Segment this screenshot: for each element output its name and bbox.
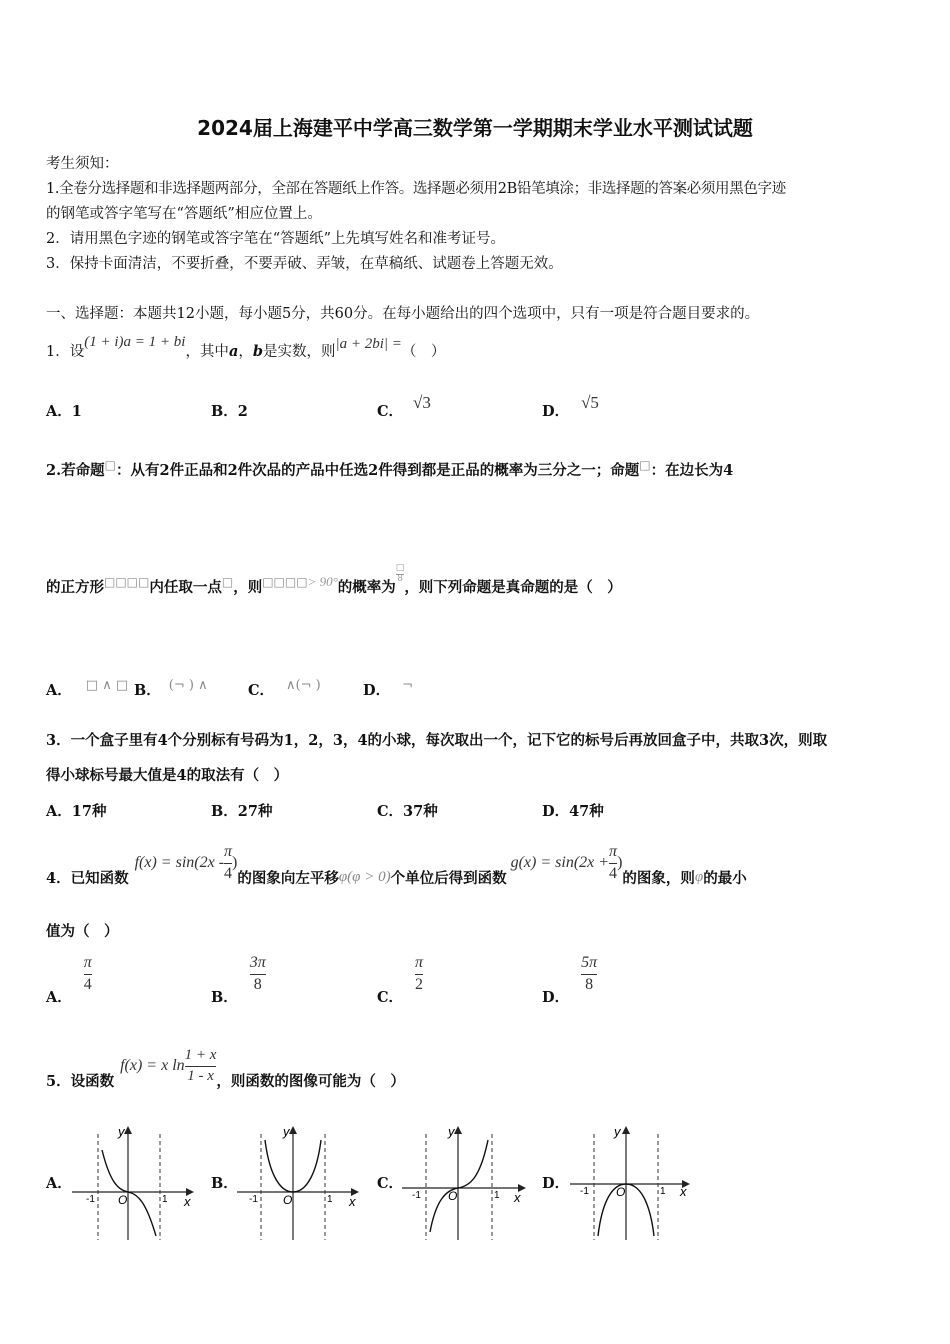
q5-graph-d xyxy=(570,1122,695,1244)
q5-option-c: C． xyxy=(377,1175,404,1192)
q3-option-d: D．47种 xyxy=(542,803,604,820)
q2-option-d: D． ¬ xyxy=(363,678,413,699)
graph-d-x-label: x xyxy=(680,1184,687,1199)
graph-c-y-label: y xyxy=(448,1124,455,1139)
notice-item-1: 1.全卷分选择题和非选择题两部分，全部在答题纸上作答。选择题必须用2B铅笔填涂；非选择题的答案必须用黑色字迹 xyxy=(46,181,786,197)
q1-option-a: A．1 xyxy=(46,403,82,420)
graph-b-neg-one: -1 xyxy=(249,1194,258,1205)
notice-item-3: 3．保持卡面清洁，不要折叠，不要弄破、弄皱，在草稿纸、试题卷上答题无效。 xyxy=(46,256,563,272)
notice-item-1-cont: 的钢笔或答字笔写在“答题纸”相应位置上。 xyxy=(46,206,322,222)
q1-paren: （ ） xyxy=(401,344,446,360)
graph-d-pos-one: 1 xyxy=(660,1186,666,1197)
notice-item-2: 2．请用黑色字迹的钢笔或答字笔在“答题纸”上先填写姓名和准考证号。 xyxy=(46,231,506,247)
question-5: 5．设函数f(x) = x ln $\frac{1 + x}{1 - x}$ ，则函数的图像可能为（ ） xyxy=(46,1047,405,1091)
q2-option-a: A． □ ∧ □ xyxy=(46,678,129,699)
graph-b-pos-one: 1 xyxy=(327,1194,333,1205)
graph-b-x-label: x xyxy=(349,1194,356,1209)
q2-option-b: B． (¬ ) ∧ xyxy=(134,678,208,699)
q2-option-c: C． ∧(¬ ) xyxy=(248,678,321,699)
question-2-line-1: 2.若命题□：从有2件正品和2件次品的产品中任选2件得到都是正品的概率为三分之一；命题□：在边长为4 xyxy=(46,458,734,479)
q1-middle-2: 是实数，则 xyxy=(262,344,336,360)
q5-option-a: A． xyxy=(46,1175,72,1192)
q1-var-a: a xyxy=(228,343,239,360)
q5-graph-b xyxy=(237,1122,362,1244)
q1-expr-1: (1 + i)a = 1 + bi xyxy=(84,334,186,350)
q5-option-b: B． xyxy=(211,1175,238,1192)
graph-a-neg-one: -1 xyxy=(86,1194,95,1205)
graph-c-pos-one: 1 xyxy=(494,1190,500,1201)
q1-option-c: C． √3 xyxy=(377,393,431,420)
question-2-line-2: 的正方形□□□□内任取一点□，则□□□□> 90°的概率为 □ 8 ，则下列命题是真命题的是（ ） xyxy=(46,562,622,596)
placeholder-glyph: □□□□ xyxy=(104,575,150,589)
graph-c-x-label: x xyxy=(514,1190,521,1205)
placeholder-glyph: □ xyxy=(104,458,116,472)
graph-a-origin-label: O xyxy=(118,1193,128,1207)
q1-var-b: b xyxy=(252,343,263,360)
question-3-line-1: 3．一个盒子里有4个分别标有号码为1，2，3，4的小球，每次取出一个，记下它的标号后再放回盒子中，共取3次，则取 xyxy=(46,732,828,749)
q2-probability-fraction: □ 8 xyxy=(395,562,405,584)
section-heading: 一、选择题：本题共12小题，每小题5分，共60分。在每小题给出的四个选项中，只有一项是符合题目要求的。 xyxy=(46,306,760,322)
placeholder-glyph: □ xyxy=(639,458,651,472)
page-title: 2024届上海建平中学高三数学第一学期期末学业水平测试试题 xyxy=(197,116,753,140)
q5-option-d: D． xyxy=(542,1175,570,1192)
question-1 xyxy=(46,334,446,361)
q3-option-c: C．37种 xyxy=(377,803,438,820)
notice-heading: 考生须知： xyxy=(46,156,119,172)
graph-a-pos-one: 1 xyxy=(162,1194,168,1205)
graph-c-neg-one: -1 xyxy=(412,1190,421,1201)
q1-comma: ， xyxy=(238,344,253,360)
q4-option-d: D． $\frac{5\pi}{8}$ xyxy=(542,954,598,1007)
graph-a-x-label: x xyxy=(184,1194,191,1209)
graph-d-neg-one: -1 xyxy=(580,1186,589,1197)
q5-graph-c xyxy=(402,1122,530,1244)
question-3-line-2: 得小球标号最大值是4的取法有（ ） xyxy=(46,767,289,784)
q3-option-b: B．27种 xyxy=(211,803,273,820)
q4-option-b: B． $\frac{3\pi}{8}$ xyxy=(211,954,266,1007)
q1-prefix: 1．设 xyxy=(46,344,85,360)
question-4-line-1: 4．已知函数f(x) = sin(2x - $\frac{\pi}{4}$ )的图象向左平移φ(φ > 0)个单位后得到函数g(x) = sin(2x + $\frac{\pi}{4}$ )的图象，则φ的最小 xyxy=(46,843,747,888)
graph-b-origin-label: O xyxy=(283,1193,293,1207)
q4-option-a: A． $\frac{\pi}{4}$ xyxy=(46,954,92,1007)
q1-expr-2: |a + 2bi| = xyxy=(335,336,402,352)
placeholder-glyph: □ xyxy=(221,575,234,589)
graph-d-y-label: y xyxy=(614,1124,621,1139)
q1-option-b: B．2 xyxy=(211,403,248,420)
question-4-line-2: 值为（ ） xyxy=(46,923,119,940)
q3-option-a: A．17种 xyxy=(46,803,107,820)
graph-c-origin-label: O xyxy=(448,1189,458,1203)
graph-a-y-label: y xyxy=(118,1124,125,1139)
q1-option-d: D． √5 xyxy=(542,393,599,420)
graph-d-origin-label: O xyxy=(616,1185,626,1199)
q4-option-c: C． $\frac{\pi}{2}$ xyxy=(377,954,424,1007)
q5-graph-a xyxy=(72,1122,197,1244)
graph-b-y-label: y xyxy=(283,1124,290,1139)
q1-middle: ，其中 xyxy=(185,344,229,360)
placeholder-glyph: □□□□ xyxy=(262,575,308,589)
